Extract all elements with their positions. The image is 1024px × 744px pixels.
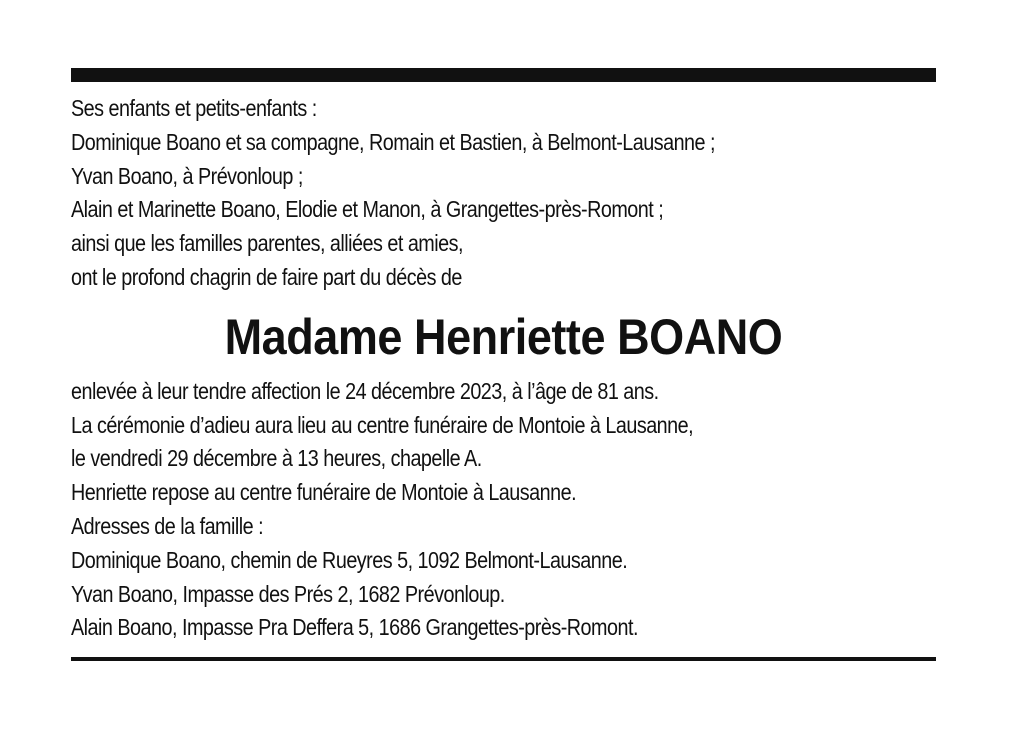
details-line: Alain Boano, Impasse Pra Deffera 5, 1686 Grangettes-près-Romont. — [71, 614, 638, 641]
details-block — [71, 375, 936, 645]
details-line: Yvan Boano, Impasse des Prés 2, 1682 Prévonloup. — [71, 580, 505, 607]
intro-line: ont le profond chagrin de faire part du décès de — [71, 263, 462, 290]
obituary-notice — [71, 68, 936, 661]
details-line: Dominique Boano, chemin de Rueyres 5, 1092 Belmont-Lausanne. — [71, 546, 628, 573]
intro-line: Dominique Boano et sa compagne, Romain et Bastien, à Belmont-Lausanne ; — [71, 128, 715, 155]
intro-line: Yvan Boano, à Prévonloup ; — [71, 162, 303, 189]
details-line: enlevée à leur tendre affection le 24 décembre 2023, à l’âge de 81 ans. — [71, 377, 659, 404]
top-rule — [71, 68, 936, 82]
details-line: Henriette repose au centre funéraire de Montoie à Lausanne. — [71, 479, 577, 506]
details-line: Adresses de la famille : — [71, 512, 264, 539]
intro-line: Alain et Marinette Boano, Elodie et Manon, à Grangettes-près-Romont ; — [71, 196, 664, 223]
details-line: le vendredi 29 décembre à 13 heures, chapelle A. — [71, 445, 482, 472]
intro-line: ainsi que les familles parentes, alliées et amies, — [71, 230, 463, 257]
intro-line: Ses enfants et petits-enfants : — [71, 95, 317, 121]
bottom-rule — [71, 657, 936, 661]
deceased-name: Madame Henriette BOANO — [224, 308, 783, 365]
details-line: La cérémonie d’adieu aura lieu au centre funéraire de Montoie à Lausanne, — [71, 411, 694, 438]
intro-block — [71, 92, 936, 295]
